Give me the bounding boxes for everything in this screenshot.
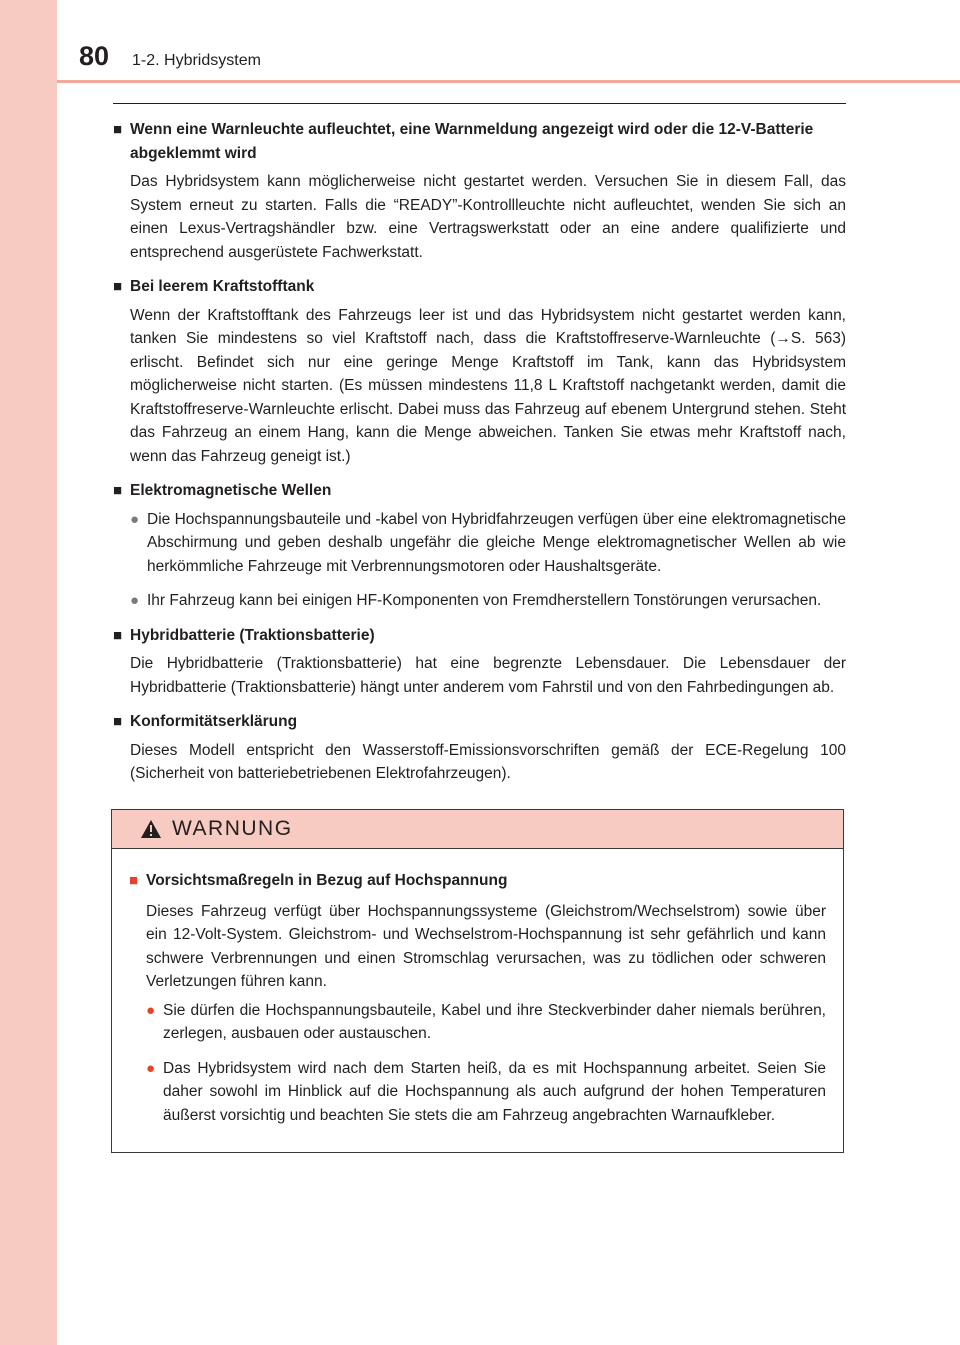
square-bullet-icon: ■ — [113, 626, 123, 644]
section-heading: Wenn eine Warnleuchte aufleuchtet, eine Warnmeldung angezeigt wird oder die 12-V-Batterie abgeklemmt wird — [130, 121, 814, 162]
list-item: ● Ihr Fahrzeug kann bei einigen HF-Komponenten von Fremdherstellern Tonstörungen verursachen. — [130, 589, 846, 613]
warning-triangle-icon — [140, 819, 162, 839]
warning-body — [112, 849, 843, 1127]
section-paragraph: Wenn der Kraftstofftank des Fahrzeugs leer ist und das Hybridsystem nicht gestartet werden kann, tanken Sie mindestens so viel Kraftstoff nach, dass die Kraftstoffreserve-Warnleuchte (→S. 563) erlischt. Befindet sich nur eine geringe Menge Kraftstoff im Tank, kann das Hybridsystem möglicherweise nicht starten. (Es müssen mindestens 11,8 L Kraftstoff nachgetankt werden, damit die Kraftstoffreserve-Warnleuchte erlischt. Dabei muss das Fahrzeug auf ebenem Untergrund stehen. Steht das Fahrzeug an einem Hang, kann die Menge abweichen. Tanken Sie etwas mehr Kraftstoff nach, wenn das Fahrzeug geneigt ist.) — [130, 306, 846, 465]
circle-bullet-icon: ● — [130, 592, 140, 609]
square-bullet-icon: ■ — [113, 278, 123, 295]
section-hybrid-battery — [113, 624, 846, 700]
section-em-waves — [113, 479, 846, 613]
section-heading: Elektromagnetische Wellen — [130, 482, 332, 499]
square-bullet-icon: ■ — [113, 121, 123, 138]
circle-bullet-icon: ● — [146, 1059, 156, 1077]
main-content — [113, 118, 846, 797]
section-conformity — [113, 710, 846, 786]
square-bullet-icon: ■ — [113, 713, 123, 730]
circle-bullet-icon: ● — [146, 1001, 156, 1019]
section-heading: Konformitätserklärung — [130, 713, 298, 730]
page-number: 80 — [79, 41, 110, 71]
section-paragraph: Dieses Modell entspricht den Wasserstoff-Emissionsvorschriften gemäß der ECE-Regelung 100 (Sicherheit von batteriebetriebenen Elektrofahrzeugen). — [130, 741, 846, 782]
header-rule — [57, 80, 960, 83]
warning-box — [111, 809, 844, 1153]
section-paragraph: Das Hybridsystem kann möglicherweise nicht gestartet werden. Versuchen Sie in diesem Fall, das System erneut zu starten. Falls die “READY”-Kontrollleuchte nicht aufleuchtet, wenden Sie sich an einen Lexus-Vertragshändler bzw. eine Vertragswerkstatt oder an eine andere qualifizierte und entsprechend ausgerüstete Fachwerkstatt. — [130, 173, 846, 261]
section-paragraph: Die Hybridbatterie (Traktionsbatterie) hat eine begrenzte Lebensdauer. Die Lebensdauer der Hybridbatterie (Traktionsbatterie) hängt unter anderem vom Fahrstil und von den Fahrbedingungen ab. — [130, 655, 846, 696]
list-item: ● Das Hybridsystem wird nach dem Starten heiß, da es mit Hochspannung arbeitet. Seien Sie daher sowohl im Hinblick auf die Hochspannung als auch aufgrund der hohen Temperaturen äußerst vorsichtig und beachten Sie stets die am Fahrzeug angebrachten Warnaufkleber. — [146, 1057, 826, 1128]
list-item: ● Die Hochspannungsbauteile und -kabel von Hybridfahrzeugen verfügen über eine elektromagnetische Abschirmung und geben deshalb ungefähr die gleiche Menge elektromagnetischer Wellen ab wie herkömmliche Fahrzeuge mit Verbrennungsmotoren oder Haushaltsgeräte. — [130, 508, 846, 579]
warning-heading: Vorsichtsmaßregeln in Bezug auf Hochspannung — [146, 872, 508, 889]
content-divider — [113, 103, 846, 104]
warning-paragraph: Dieses Fahrzeug verfügt über Hochspannungssysteme (Gleichstrom/Wechselstrom) sowie über ein 12-Volt-System. Gleichstrom- und Wechselstrom-Hochspannung ist sehr gefährlich und kann schwere Verbrennungen und einen Stromschlag verursachen, was zu tödlichen oder schweren Verletzungen führen kann. — [146, 902, 826, 990]
section-empty-tank — [113, 275, 846, 468]
section-heading: Hybridbatterie (Traktionsbatterie) — [130, 626, 375, 644]
section-warning-lamp — [113, 118, 846, 264]
section-heading: Bei leerem Kraftstofftank — [130, 278, 315, 295]
circle-bullet-icon: ● — [130, 510, 140, 528]
warning-header — [112, 810, 843, 849]
list-item: ● Sie dürfen die Hochspannungsbauteile, Kabel und ihre Steckverbinder daher niemals berühren, zerlegen, ausbauen oder austauschen. — [146, 999, 826, 1046]
side-color-band — [0, 0, 57, 1345]
warning-title: WARNUNG — [172, 817, 293, 840]
square-bullet-icon: ■ — [113, 482, 123, 499]
square-bullet-icon: ■ — [129, 872, 139, 889]
section-title: 1-2. Hybridsystem — [132, 52, 261, 69]
